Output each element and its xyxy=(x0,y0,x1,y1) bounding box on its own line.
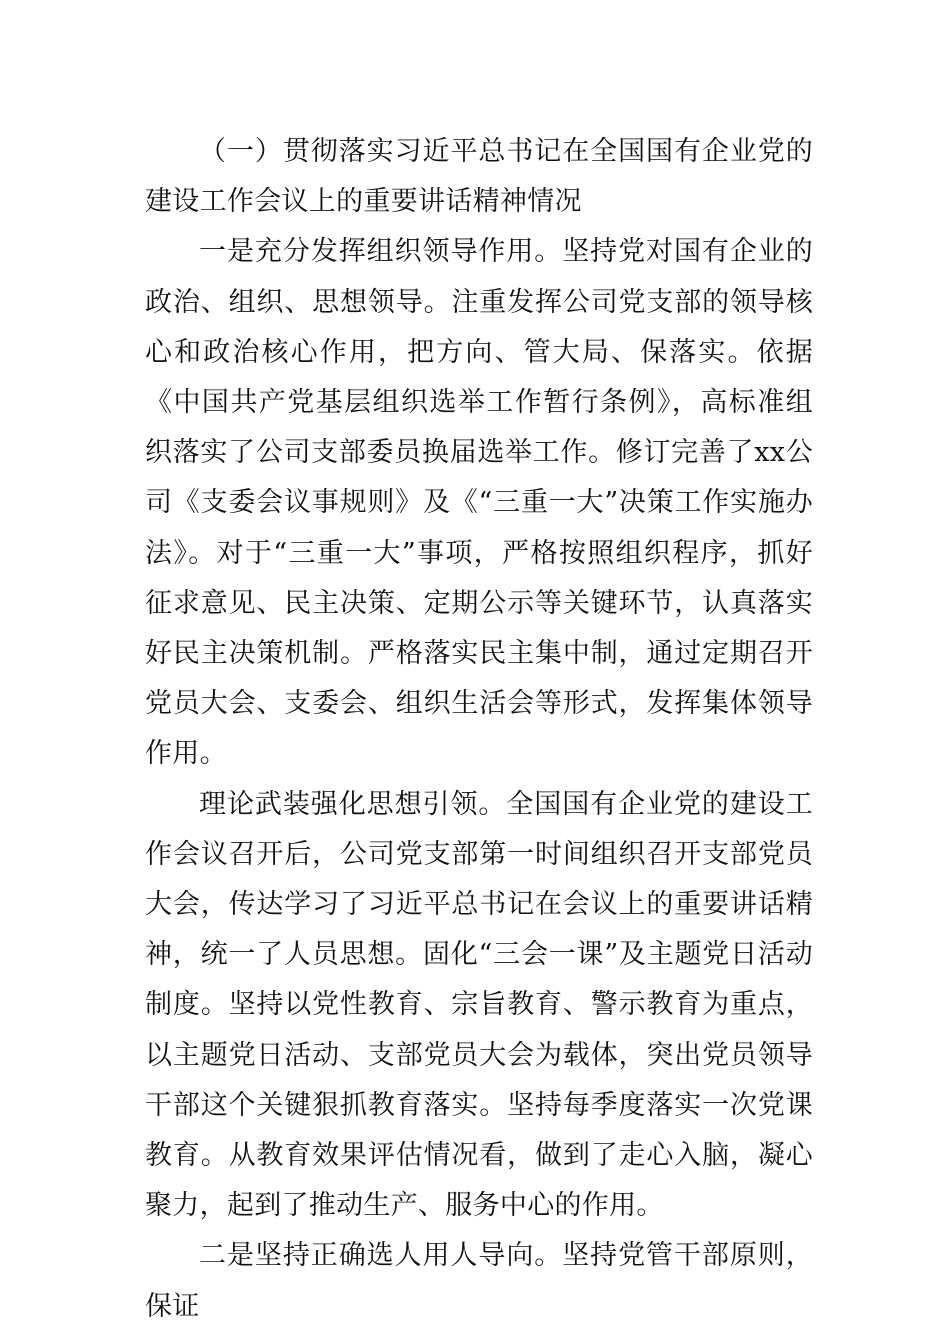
paragraph-theoretical-armament: 理论武装强化思想引领。全国国有企业党的建设工作会议召开后，公司党支部第一时间组织召开支部党员大会，传达学习了习近平总书记在会议上的重要讲话精神，统一了人员思想。固化“三会一课”及主题党日活动制度。坚持以党性教育、宗旨教育、警示教育为重点，以主题党日活动、支部党员大会为载体，突出党员领导干部这个关键狠抓教育落实。坚持每季度落实一次党课教育。从教育效果评估情况看，做到了走心入脑，凝心聚力，起到了推动生产、服务中心的作用。 xyxy=(145,788,813,1222)
document-body xyxy=(145,127,813,1332)
paragraph-organizational-leadership: 一是充分发挥组织领导作用。坚持党对国有企业的政治、组织、思想领导。注重发挥公司党支部的领导核心和政治核心作用，把方向、管大局、保落实。依据《中国共产党基层组织选举工作暂行条例》，高标准组织落实了公司支部委员换届选举工作。修订完善了xx公司《支委会议事规则》及《“三重一大”决策工作实施办法》。对于“三重一大”事项，严格按照组织程序，抓好征求意见、民主决策、定期公示等关键环节，认真落实好民主决策机制。严格落实民主集中制，通过定期召开党员大会、支委会、组织生活会等形式，发挥集体领导作用。 xyxy=(145,236,813,770)
paragraph-personnel-selection: 二是坚持正确选人用人导向。坚持党管干部原则，保证 xyxy=(145,1240,813,1322)
section-heading: （一）贯彻落实习近平总书记在全国国有企业党的建设工作会议上的重要讲话精神情况 xyxy=(145,136,813,218)
